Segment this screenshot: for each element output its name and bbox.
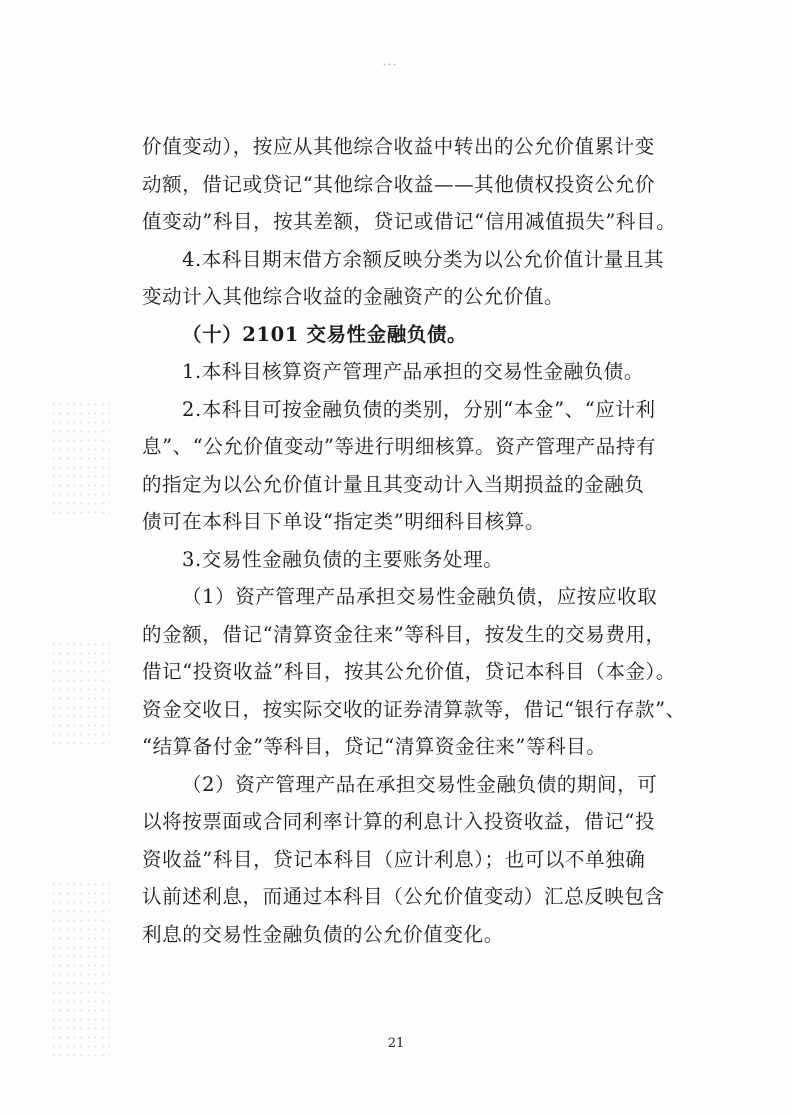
paragraph-line: （1）资产管理产品承担交易性金融负债，应按应收取 [182,585,658,608]
scan-speckle [50,640,110,750]
paragraph-line: 3.交易性金融负债的主要账务处理。 [182,547,504,571]
scan-speckle [50,880,110,1060]
page-number: 21 [387,1036,405,1051]
scan-speckle [382,62,396,68]
paragraph-line: 变动计入其他综合收益的金融资产的公允价值。 [142,285,565,308]
paragraph-line: 价值变动），按应从其他综合收益中转出的公允价值累计变 [142,135,655,158]
paragraph-line: “结算备付金”等科目，贷记“清算资金往来”等科目。 [142,735,607,758]
paragraph-line: 2.本科目可按金融负债的类别，分别“本金”、“应计利 [182,397,656,421]
scan-speckle [50,400,110,520]
section-heading: （十）2101 交易性金融负债。 [182,322,468,346]
paragraph-line: 4.本科目期末借方余额反映分类为以公允价值计量且其 [182,247,665,271]
document-body [142,128,686,953]
paragraph-line: 的金额，借记“清算资金往来”等科目，按发生的交易费用， [142,622,666,646]
paragraph-line: 资收益”科目，贷记本科目（应计利息）；也可以不单独确 [142,847,646,871]
paragraph-line: 利息的交易性金融负债的公允价值变化。 [142,922,504,946]
paragraph-line: 息”、“公允价值变动”等进行明细核算。资产管理产品持有 [142,435,657,458]
paragraph-line: 动额，借记或贷记“其他综合收益——其他债权投资公允价 [142,172,656,196]
paragraph-line: 资金交收日，按实际交收的证券清算款等，借记“银行存款”、 [142,697,686,721]
paragraph-line: 值变动”科目，按其差额，贷记或借记“信用减值损失”科目。 [142,210,677,233]
paragraph-line: 借记“投资收益”科目，按其公允价值，贷记本科目（本金）。 [142,660,676,683]
paragraph-line: 以将按票面或合同利率计算的利息计入投资收益，借记“投 [142,810,656,833]
paragraph-line: 债可在本科目下单设“指定类”明细科目核算。 [142,510,546,533]
paragraph-line: （2）资产管理产品在承担交易性金融负债的期间，可 [182,772,658,796]
paragraph-line: 的指定为以公允价值计量且其变动计入当期损益的金融负 [142,472,645,496]
paragraph-line: 1.本科目核算资产管理产品承担的交易性金融负债。 [182,360,645,383]
paragraph-line: 认前述利息，而通过本科目（公允价值变动）汇总反映包含 [142,885,665,908]
